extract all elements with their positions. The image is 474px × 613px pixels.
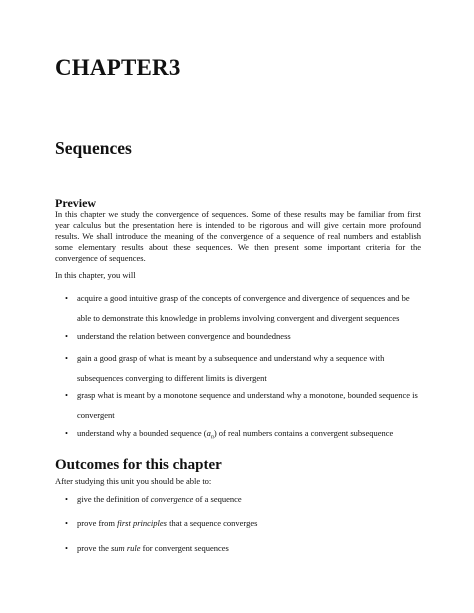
list-item-text: understand why a bounded sequence $(a_n)$ of real numbers contains a convergent subsequence [77,428,394,441]
list-item-text: acquire a good intuitive grasp of the concepts of convergence and divergence of sequences and be able to demonstrate this knowledge in problems involving convergent and divergent sequences [77,293,410,323]
bullet-icon: • [65,293,68,303]
bullet-icon: • [65,353,68,363]
list-item-text: prove the sum rule for convergent sequences [77,543,229,553]
list-item [65,538,421,558]
preview-intro: In this chapter, you will [55,270,136,280]
preview-heading: Preview [55,196,97,210]
outcomes-intro: After studying this unit you should be able to: [55,476,212,486]
bullet-icon: • [65,494,68,504]
section-title: Sequences [55,138,132,158]
list-item [65,288,421,328]
emphasis: convergence [150,494,194,504]
list-item [65,489,421,509]
list-item [65,423,421,448]
math-subscript: n [210,434,214,441]
list-item [65,385,421,425]
bullet-icon: • [65,518,68,528]
bullet-icon: • [65,543,68,553]
list-item-text: give the definition of convergence of a sequence [77,494,242,504]
preview-paragraph: In this chapter we study the convergence of sequences. Some of these results may be familiar from first year calculus but the presentation here is intended to be rigorous and will give certain more profound results. We shall introduce the meaning of the convergence of a sequence of real numbers and establish some elementary results about these sequences. We then present some important criteria for the convergence of sequences. [55,209,421,263]
list-item-text: prove from first principles that a sequence converges [77,518,258,528]
chapter-title: CHAPTER3 [55,55,181,80]
list-item-text: grasp what is meant by a monotone sequence and understand why a monotone, bounded sequence is convergent [77,390,418,420]
bullet-icon: • [65,390,68,400]
outcomes-heading: Outcomes for this chapter [55,457,222,473]
list-item [65,513,421,533]
list-item [65,326,421,346]
bullet-icon: • [65,331,68,341]
emphasis: first principles [117,518,167,528]
bullet-icon: • [65,428,68,438]
emphasis: sum rule [111,543,141,553]
list-item [65,348,421,388]
math-variable: a [206,428,211,438]
list-item-text: understand the relation between convergence and boundedness [77,331,291,341]
list-item-text: gain a good grasp of what is meant by a subsequence and understand why a sequence with subsequences converging to different limits is divergent [77,353,385,383]
